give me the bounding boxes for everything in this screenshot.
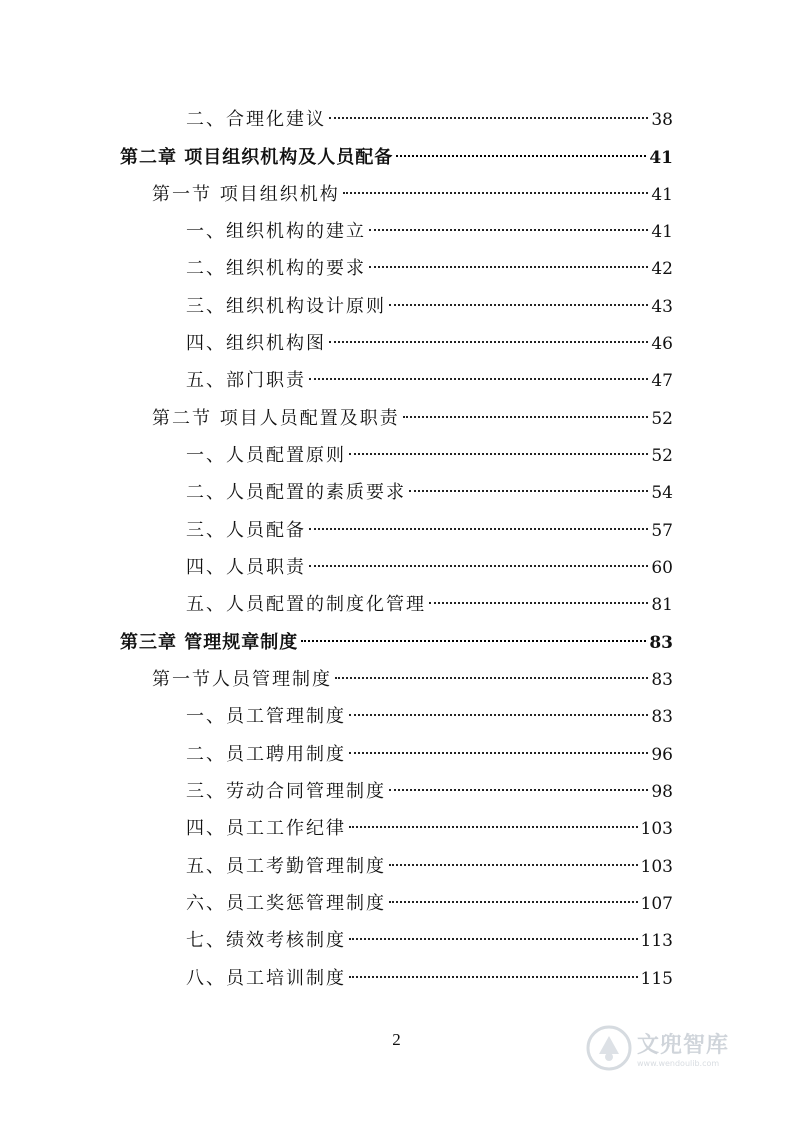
toc-entry-page: 98 [651, 782, 673, 802]
toc-entry-chapter[interactable] [120, 628, 673, 658]
toc-entry-label: 一、员工管理制度 [186, 706, 346, 727]
toc-entry-item[interactable] [186, 441, 673, 471]
toc-entry-item[interactable] [186, 516, 673, 546]
toc-entry-label: 五、人员配置的制度化管理 [186, 594, 426, 615]
toc-entry-page: 52 [651, 446, 673, 466]
toc-entry-item[interactable] [186, 740, 673, 770]
toc-entry-item[interactable] [186, 852, 673, 882]
page-number: 2 [392, 1030, 401, 1049]
toc-entry-page: 115 [640, 969, 673, 989]
toc-entry-page: 83 [651, 707, 673, 727]
toc-dot-leader [343, 192, 649, 194]
toc-entry-label: 三、组织机构设计原则 [186, 296, 386, 317]
toc-dot-leader [403, 416, 649, 418]
toc-entry-page: 43 [651, 297, 673, 317]
toc-dot-leader [309, 528, 648, 530]
toc-entry-label: 四、组织机构图 [186, 333, 326, 354]
toc-entry-item[interactable] [186, 254, 673, 284]
toc-dot-leader [329, 117, 648, 119]
toc-entry-label: 四、人员职责 [186, 557, 306, 578]
toc-entry-item[interactable] [186, 105, 673, 135]
toc-dot-leader [349, 976, 638, 978]
toc-dot-leader [429, 602, 648, 604]
toc-entry-section[interactable] [152, 404, 673, 434]
toc-dot-leader [349, 938, 638, 940]
toc-entry-page: 54 [651, 483, 673, 503]
toc-entry-page: 60 [651, 558, 673, 578]
toc-dot-leader [335, 677, 648, 679]
toc-dot-leader [369, 266, 648, 268]
toc-entry-page: 38 [651, 110, 673, 130]
toc-entry-page: 107 [640, 894, 673, 914]
toc-entry-item[interactable] [186, 366, 673, 396]
toc-dot-leader [309, 378, 648, 380]
toc-entry-item[interactable] [186, 814, 673, 844]
toc-entry-item[interactable] [186, 217, 673, 247]
toc-entry-label: 六、员工奖惩管理制度 [186, 893, 386, 914]
toc-entry-label: 二、组织机构的要求 [186, 258, 366, 279]
toc-dot-leader [329, 341, 648, 343]
toc-dot-leader [409, 490, 648, 492]
toc-entry-item[interactable] [186, 292, 673, 322]
toc-dot-leader [369, 229, 648, 231]
toc-entry-label: 一、人员配置原则 [186, 445, 346, 466]
toc-entry-page: 47 [651, 371, 673, 391]
toc-entry-item[interactable] [186, 926, 673, 956]
toc-entry-item[interactable] [186, 777, 673, 807]
toc-entry-page: 96 [651, 745, 673, 765]
toc-entry-label: 二、合理化建议 [186, 109, 326, 130]
toc-entry-item[interactable] [186, 478, 673, 508]
toc-entry-page: 57 [651, 521, 673, 541]
watermark-logo-icon [585, 1024, 633, 1072]
toc-entry-label: 二、人员配置的素质要求 [186, 482, 406, 503]
toc-entry-label: 第二节 项目人员配置及职责 [152, 408, 400, 429]
toc-dot-leader [309, 565, 648, 567]
toc-entry-label: 五、部门职责 [186, 370, 306, 391]
toc-entry-label: 三、劳动合同管理制度 [186, 781, 386, 802]
toc-entry-label: 一、组织机构的建立 [186, 221, 366, 242]
toc-entry-item[interactable] [186, 964, 673, 994]
toc-entry-page: 41 [649, 148, 673, 168]
watermark [585, 1020, 755, 1076]
toc-entry-item[interactable] [186, 702, 673, 732]
toc-entry-label: 第一节人员管理制度 [152, 669, 332, 690]
toc-entry-section[interactable] [152, 180, 673, 210]
watermark-url: www.wendoulib.com [637, 1059, 720, 1068]
toc-entry-item[interactable] [186, 590, 673, 620]
toc-entry-page: 83 [651, 670, 673, 690]
toc-entry-page: 42 [651, 259, 673, 279]
toc-entry-item[interactable] [186, 553, 673, 583]
toc-dot-leader [396, 155, 646, 157]
toc-entry-chapter[interactable] [120, 143, 673, 173]
toc-entry-section[interactable] [152, 665, 673, 695]
toc-entry-page: 113 [640, 931, 673, 951]
toc-dot-leader [349, 826, 638, 828]
toc-dot-leader [389, 864, 638, 866]
toc-dot-leader [301, 640, 646, 642]
toc-entry-label: 第一节 项目组织机构 [152, 184, 340, 205]
toc-entry-page: 81 [651, 595, 673, 615]
toc-dot-leader [389, 901, 638, 903]
toc-entry-label: 第二章 项目组织机构及人员配备 [120, 147, 394, 168]
toc-entry-label: 三、人员配备 [186, 520, 306, 541]
toc-entry-page: 83 [649, 633, 673, 653]
toc-dot-leader [349, 752, 648, 754]
toc-entry-label: 七、绩效考核制度 [186, 930, 346, 951]
toc-entry-label: 八、员工培训制度 [186, 968, 346, 989]
toc-dot-leader [389, 789, 648, 791]
toc-entry-item[interactable] [186, 329, 673, 359]
toc-entry-label: 第三章 管理规章制度 [120, 632, 299, 653]
toc-entry-item[interactable] [186, 889, 673, 919]
toc-dot-leader [349, 714, 648, 716]
toc-entry-page: 52 [651, 409, 673, 429]
toc-entry-page: 103 [640, 857, 673, 877]
toc-entry-label: 二、员工聘用制度 [186, 744, 346, 765]
toc-entry-page: 46 [651, 334, 673, 354]
toc-dot-leader [349, 453, 648, 455]
toc-entry-page: 41 [651, 185, 673, 205]
toc-entry-page: 103 [640, 819, 673, 839]
toc-entry-page: 41 [651, 222, 673, 242]
toc-entry-label: 五、员工考勤管理制度 [186, 856, 386, 877]
toc-entry-label: 四、员工工作纪律 [186, 818, 346, 839]
watermark-name: 文兜智库 [637, 1033, 730, 1058]
toc-dot-leader [389, 304, 648, 306]
